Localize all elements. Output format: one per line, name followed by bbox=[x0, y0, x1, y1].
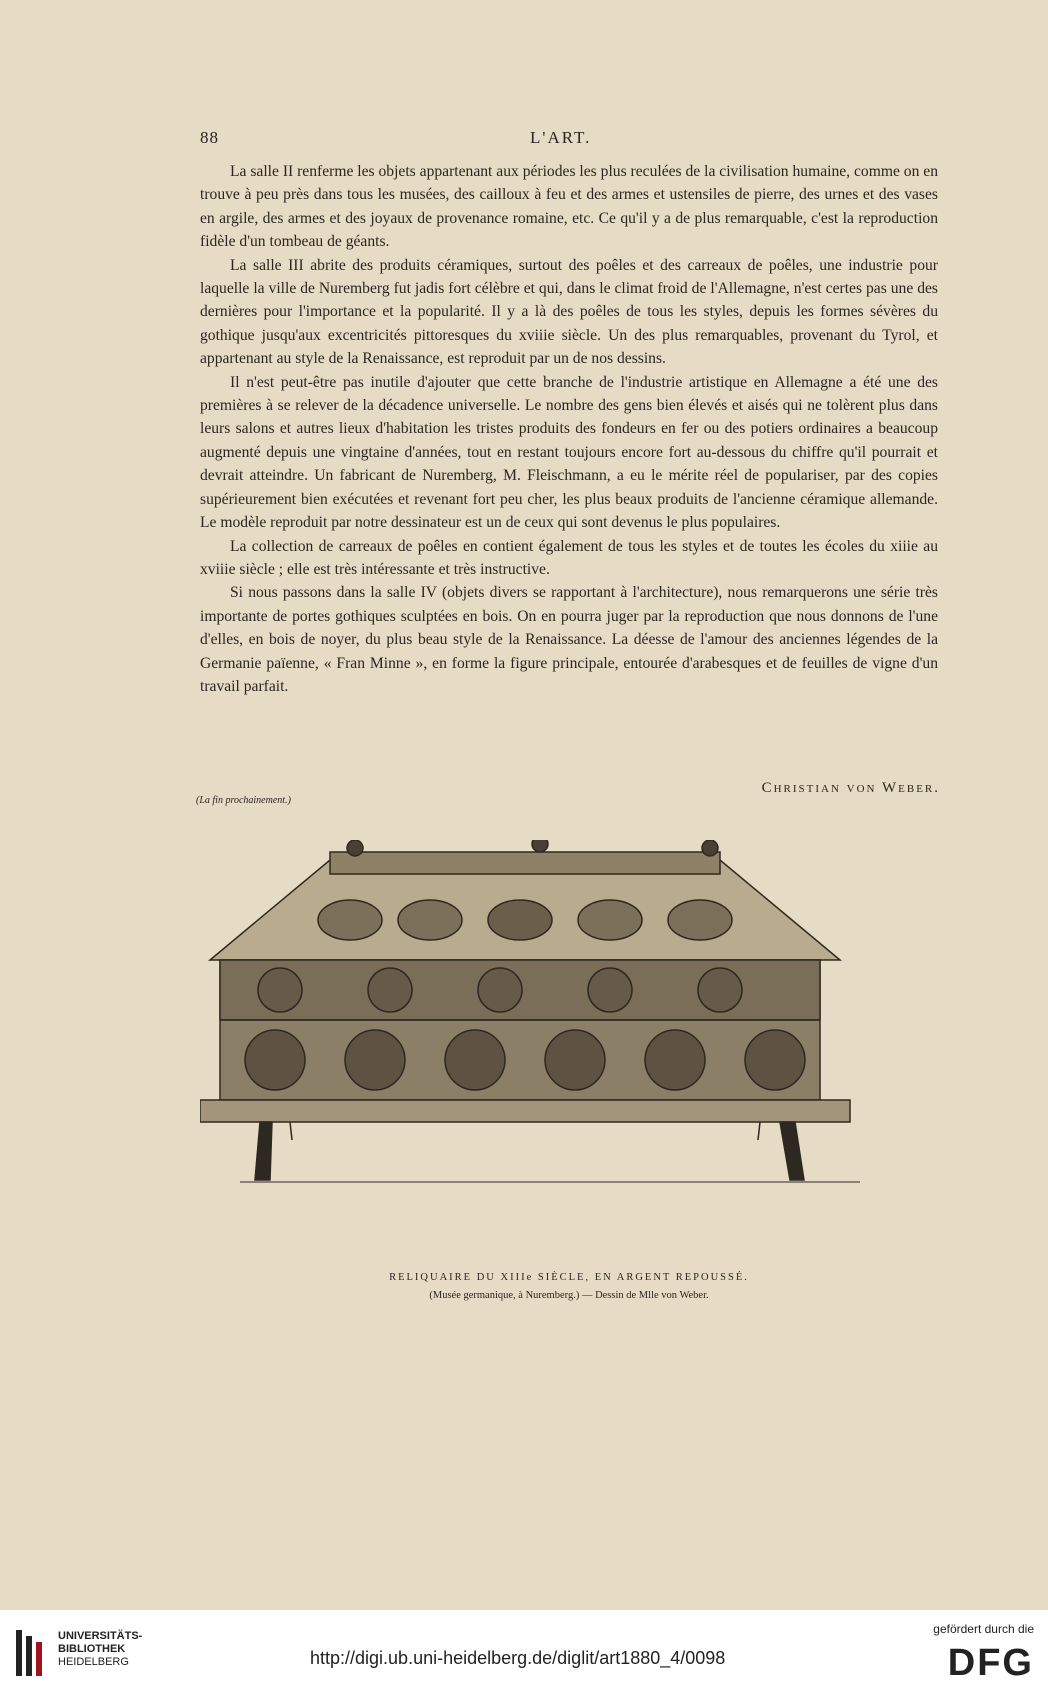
article-body bbox=[200, 160, 938, 698]
paragraph: La collection de carreaux de poêles en contient également de tous les styles et de toutes les écoles du xiiie au xviiie siècle ; elle est très intéressante et très instructive. bbox=[200, 537, 938, 578]
author-signature: Christian von Weber. bbox=[761, 780, 940, 796]
university-library-logo-icon bbox=[14, 1626, 50, 1680]
page-number: 88 bbox=[200, 128, 219, 147]
document-url-link[interactable]: http://digi.ub.uni-heidelberg.de/diglit/art1880_4/0098 bbox=[310, 1648, 726, 1668]
sponsor-label: gefördert durch die bbox=[933, 1622, 1034, 1636]
figure-caption-credit: (Musée germanique, à Nuremberg.) — Dessin de Mlle von Weber. bbox=[429, 1290, 709, 1301]
reliquary-illustration bbox=[200, 840, 920, 1260]
library-line1: UNIVERSITÄTS- bbox=[58, 1630, 143, 1642]
digitization-footer bbox=[0, 1610, 1048, 1691]
paragraph: Il n'est peut-être pas inutile d'ajouter que cette branche de l'industrie artistique en Allemagne a été une des premières à se relever de la décadence universelle. Le nombre des gens bien élevés et aisés qui ne tolèrent plus dans leurs salons et autres lieux d'habitation les tristes produits des fondeurs en fer ou des potiers ordinaires a beaucoup augmenté depuis une vingtaine d'années, tout en restant toujours encore fort au-dessous du chiffre qu'il pourrait et devrait atteindre. Un fabricant de Nuremberg, M. Fleischmann, a eu le mérite réel de populariser, par des copies supérieurement bien exécutées et revenant fort peu cher, les plus beaux produits de l'ancienne céramique allemande. Le modèle reproduit par notre dessinateur est un de ceux qui sont devenus le plus populaires. bbox=[200, 373, 938, 532]
library-line3: HEIDELBERG bbox=[58, 1656, 129, 1668]
page-header bbox=[200, 128, 938, 150]
paragraph: La salle III abrite des produits céramiques, surtout des poêles et des carreaux de poêles, une industrie pour laquelle la ville de Nuremberg fut jadis fort célèbre et qui, dans le climat froid de l'Allemagne, n'est certes pas une des dernières pour l'importance et la popularité. Il y a là des poêles de tous les styles, depuis les formes sévères du gothique jusqu'aux excentricités pittoresques du xviiie siècle. Un des plus remarquables, provenant du Tyrol, et appartenant au style de la Renaissance, est reproduit par un de nos dessins. bbox=[200, 256, 938, 368]
paragraph: Si nous passons dans la salle IV (objets divers se rapportant à l'architecture), nous remarquerons une série très importante de portes gothiques sculptées en bois. On en pourra juger par la reproduction que nous donnons de l'une d'elles, en bois de noyer, du plus beau style de la Renaissance. La déesse de l'amour des anciennes légendes de la Germanie païenne, « Fran Minne », en forme la figure principale, entourée d'arabesques et de feuilles de vigne d'un travail parfait. bbox=[200, 584, 938, 695]
university-library-name bbox=[58, 1630, 142, 1669]
continuation-note: (La fin prochainement.) bbox=[196, 795, 291, 806]
paragraph: La salle II renferme les objets appartenant aux périodes les plus reculées de la civilisation humaine, comme on en trouve à peu près dans tous les musées, des cailloux à feu et des armes et ustensiles de pierre, des urnes et des vases en argile, des armes et des joyaux de provenance romaine, etc. Ce qu'il y a de plus remarquable, c'est la reproduction fidèle d'un tombeau de géants. bbox=[200, 163, 938, 251]
dfg-logo: DFG bbox=[947, 1642, 1034, 1684]
running-title: L'ART. bbox=[530, 128, 592, 147]
library-line2: BIBLIOTHEK bbox=[58, 1643, 126, 1655]
figure-caption-title: RELIQUAIRE DU XIIIe SIÈCLE, EN ARGENT REPOUSSÉ. bbox=[389, 1272, 749, 1283]
